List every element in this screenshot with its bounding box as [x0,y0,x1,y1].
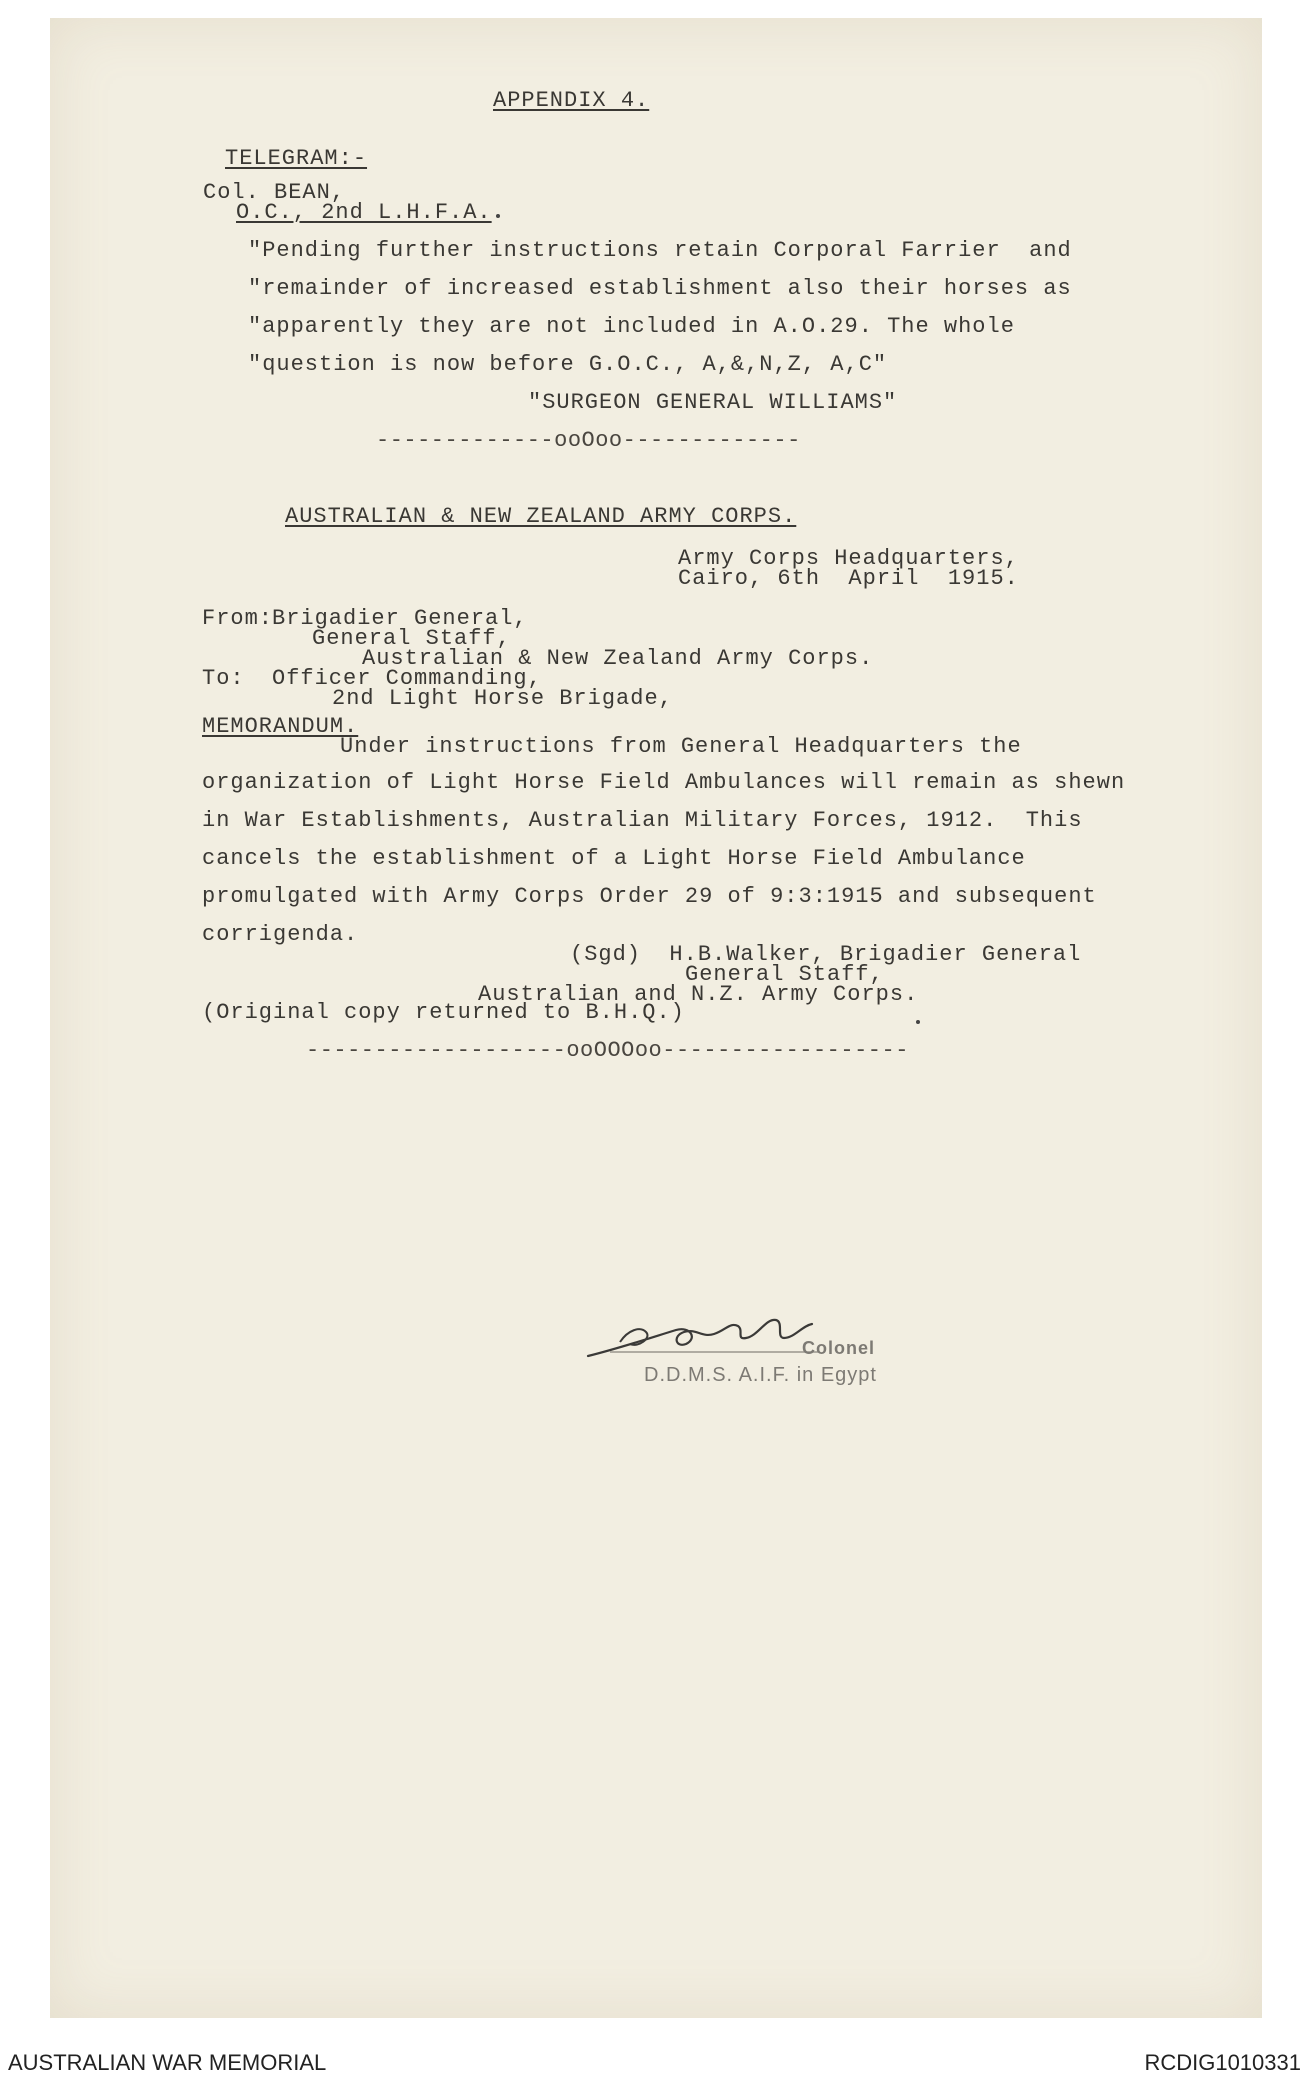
to-line-2: 2nd Light Horse Brigade, [332,686,673,711]
stamp-rank: Colonel [802,1338,875,1358]
memo-signature-line-3: Australian and N.Z. Army Corps. [478,982,919,1007]
from-line-1: Brigadier General, [272,606,528,631]
memo-body-line-4: cancels the establishment of a Light Horse Field Ambulance [202,846,1026,871]
memorandum-heading: MEMORANDUM. [202,714,359,739]
memo-body-line-1: Under instructions from General Headquarters the [340,734,1022,759]
from-line-2: General Staff, [312,626,511,651]
memo-body-line-6: corrigenda. [202,922,359,947]
appendix-title: APPENDIX 4. [493,88,650,113]
handwritten-signature [580,1308,820,1368]
hq-location: Army Corps Headquarters, [678,546,1019,571]
footer-item-id: RCDIG1010331 [1144,2050,1301,2075]
telegram-addressee-unit: O.C., 2nd L.H.F.A. [236,200,492,225]
memo-signature-line-1: (Sgd) H.B.Walker, Brigadier General [570,942,1082,967]
hq-date: Cairo, 6th April 1915. [678,566,1019,591]
memo-body-line-3: in War Establishments, Australian Military Forces, 1912. This [202,808,1083,833]
telegram-body-line-2: "remainder of increased establishment also their horses as [248,276,1072,301]
telegram-body-line-1: "Pending further instructions retain Corporal Farrier and [248,238,1072,263]
to-label: To: [202,666,245,691]
telegram-body-line-3: "apparently they are not included in A.O.29. The whole [248,314,1015,339]
from-line-3: Australian & New Zealand Army Corps. [362,646,874,671]
document-page [50,18,1262,2018]
to-line-1: Officer Commanding, [272,666,542,691]
ink-dot [916,1020,920,1024]
org-heading: AUSTRALIAN & NEW ZEALAND ARMY CORPS. [285,504,797,529]
telegram-body-line-4: "question is now before G.O.C., A,&,N,Z, A,C" [248,352,888,377]
memo-body-line-2: organization of Light Horse Field Ambulances will remain as shewn [202,770,1126,795]
memo-body-line-5: promulgated with Army Corps Order 29 of 9:3:1915 and subsequent [202,884,1097,909]
telegram-addressee: Col. BEAN, [203,180,346,205]
separator-2: -------------------ooOOOoo------------------ [306,1038,909,1063]
ink-dot [496,214,500,218]
from-label: From: [202,606,274,631]
memo-signature-line-2: General Staff, [685,962,884,987]
original-copy-note: (Original copy returned to B.H.Q.) [202,1000,685,1025]
footer-institution: AUSTRALIAN WAR MEMORIAL [8,2050,327,2075]
telegram-signature: "SURGEON GENERAL WILLIAMS" [528,390,898,415]
stamp-office: D.D.M.S. A.I.F. in Egypt [644,1364,877,1386]
separator-1: -------------ooOoo------------- [376,428,801,453]
telegram-heading: TELEGRAM:- [225,146,368,171]
